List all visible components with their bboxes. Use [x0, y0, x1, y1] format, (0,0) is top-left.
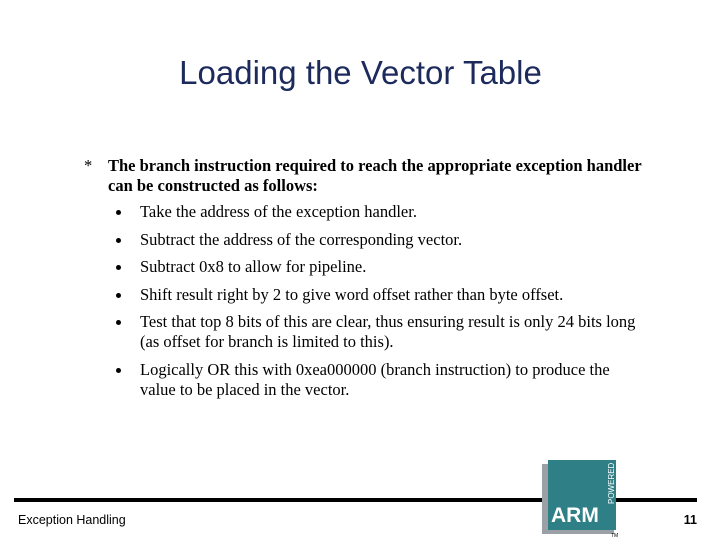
- main-point-text: The branch instruction required to reach the appropriate exception handler can be constructed as follows:: [108, 156, 642, 195]
- list-item-text: Take the address of the exception handler.: [140, 202, 417, 221]
- footer-section-title: Exception Handling: [18, 513, 126, 527]
- list-item: [116, 285, 646, 305]
- list-item: [116, 230, 646, 250]
- logo-tagline: POWERED: [607, 462, 616, 504]
- logo-trademark: TM: [611, 533, 619, 538]
- list-item: [116, 257, 646, 277]
- list-item: [116, 312, 646, 352]
- bullet-icon: [116, 368, 121, 373]
- main-point: [84, 156, 644, 196]
- arm-powered-logo: [542, 460, 620, 538]
- bullet-icon: [116, 293, 121, 298]
- bullet-icon: [116, 238, 121, 243]
- list-item-text: Subtract 0x8 to allow for pipeline.: [140, 257, 367, 276]
- list-item-text: Logically OR this with 0xea000000 (branch instruction) to produce the value to be placed in the vector.: [140, 359, 610, 399]
- list-item-text: Test that top 8 bits of this are clear, thus ensuring result is only 24 bits long (as offset for branch is limited to this).: [140, 312, 636, 351]
- list-item-text: Shift result right by 2 to give word offset rather than byte offset.: [140, 284, 564, 304]
- page-number: 11: [683, 513, 697, 527]
- sub-point-list: [116, 202, 646, 407]
- logo-wordmark: ARM: [551, 504, 599, 527]
- bullet-icon: [116, 210, 121, 215]
- bullet-icon: [116, 320, 121, 325]
- asterisk-marker: *: [84, 156, 93, 175]
- slide-title: Loading the Vector Table: [179, 54, 542, 91]
- list-item: [116, 360, 646, 400]
- list-item: [116, 202, 646, 222]
- bullet-icon: [116, 265, 121, 270]
- list-item-text: Subtract the address of the corresponding vector.: [140, 229, 463, 249]
